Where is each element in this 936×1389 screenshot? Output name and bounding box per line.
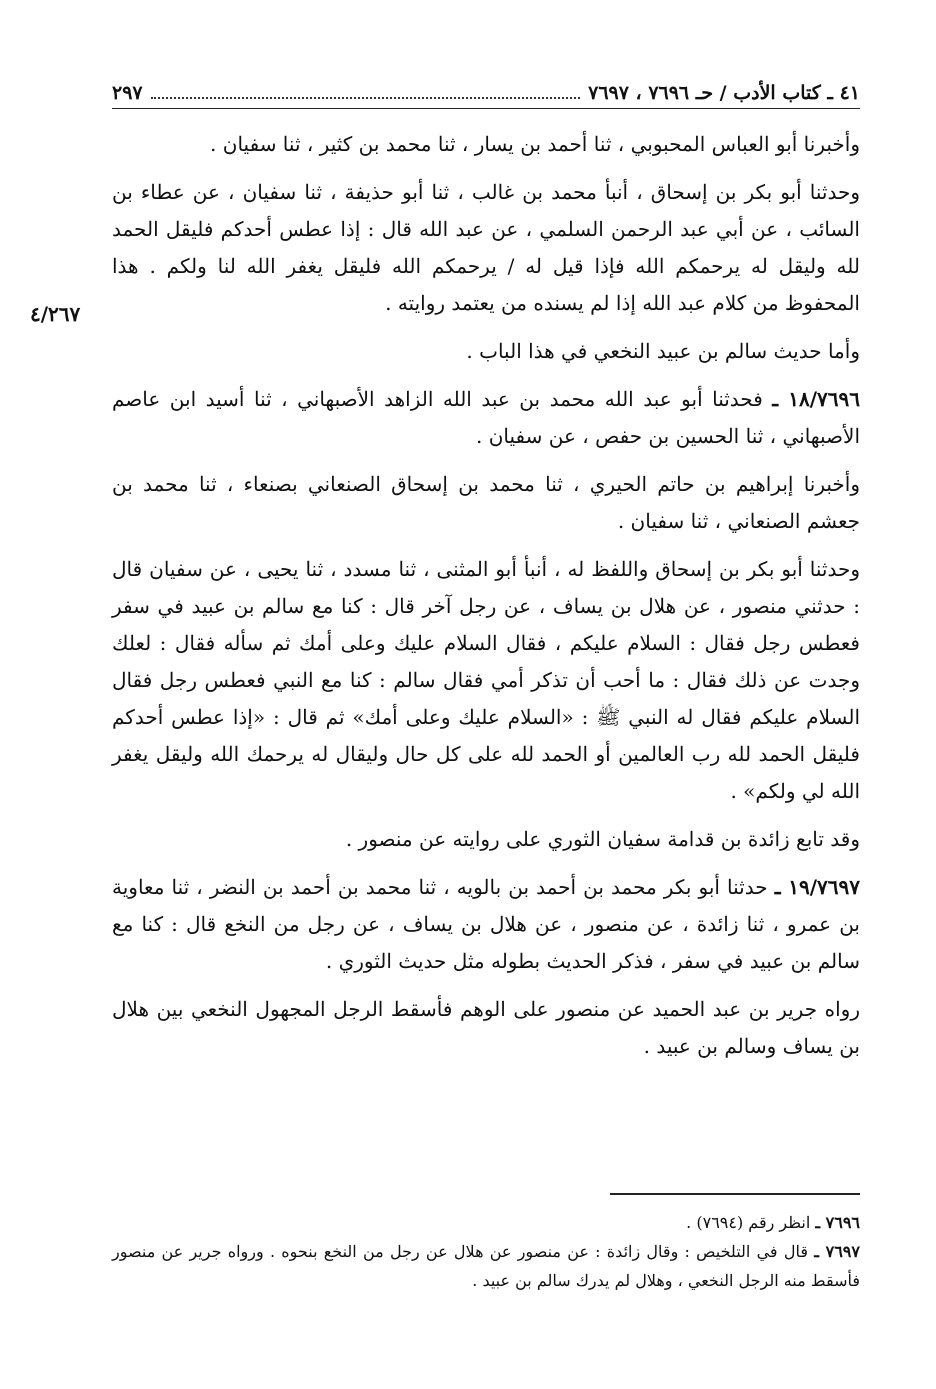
paragraph: [112, 821, 860, 858]
paragraph: [112, 174, 860, 322]
main-text: [112, 126, 860, 1076]
footnote: [112, 1237, 860, 1295]
footnotes: [112, 1208, 860, 1295]
paragraph-text: فحدثنا أبو عبد الله محمد بن عبد الله الزاهد الأصبهاني ، ثنا أسيد ابن عاصم الأصبهاني ، ثنا الحسين بن حفص ، عن سفيان .: [112, 387, 860, 448]
header-dot-leader: [151, 96, 580, 99]
paragraph-text: وأما حديث سالم بن عبيد النخعي في هذا الباب .: [466, 339, 860, 363]
footnote: [112, 1208, 860, 1237]
margin-volume-reference: ٤/٢٦٧: [30, 302, 81, 326]
paragraph: [112, 333, 860, 370]
footnote-number: ٧٦٩٦ ـ: [815, 1213, 860, 1232]
footnote-text: قال في التلخيص : وقال زائدة : عن منصور عن هلال عن رجل من النخع بنحوه . ورواه جرير عن منصور فأسقط منه الرجل النخعي ، وهلال لم يدرك سالم بن عبيد .: [112, 1242, 860, 1290]
paragraph-text: وأخبرنا إبراهيم بن حاتم الحيري ، ثنا محمد بن إسحاق الصنعاني بصنعاء ، ثنا محمد بن جعشم الصنعاني ، ثنا سفيان .: [112, 472, 860, 533]
paragraph: [112, 551, 860, 810]
paragraph-text: رواه جرير بن عبد الحميد عن منصور على الوهم فأسقط الرجل المجهول النخعي بين هلال بن يساف وسالم بن عبيد .: [112, 997, 860, 1058]
footnote-text: انظر رقم (٧٦٩٤) .: [686, 1213, 811, 1232]
paragraph-text: وحدثنا أبو بكر بن إسحاق ، أنبأ محمد بن غالب ، ثنا أبو حذيفة ، ثنا سفيان ، عن عطاء بن السائب ، عن أبي عبد الرحمن السلمي ، عن عبد الله قال : إذا عطس أحدكم فليقل الحمد لله وليقل له يرحمكم الله فإذا قيل له / يرحمكم الله فليقل يغفر الله لنا ولكم . هذا المحفوظ من كلام عبد الله إذا لم يسنده من يعتمد روايته .: [112, 180, 861, 315]
paragraph: [112, 126, 860, 163]
hadith-number: ١٩/٧٦٩٧ ـ: [774, 875, 860, 899]
footnote-number: ٧٦٩٧ ـ: [814, 1242, 860, 1261]
hadith-paragraph: [112, 381, 860, 455]
paragraph: [112, 466, 860, 540]
paragraph-text: وقد تابع زائدة بن قدامة سفيان الثوري على روايته عن منصور .: [345, 827, 860, 851]
running-header: [112, 74, 860, 109]
footnote-separator: [610, 1193, 860, 1195]
running-title: ٤١ ـ كتاب الأدب / حـ ٧٦٩٦ ، ٧٦٩٧: [588, 82, 860, 104]
page-number: ٢٩٧: [112, 82, 143, 104]
paragraph-text: وحدثنا أبو بكر بن إسحاق واللفظ له ، أنبأ أبو المثنى ، ثنا مسدد ، ثنا يحيى ، عن سفيان قال : حدثني منصور ، عن هلال بن يساف ، عن رجل آخر قال : كنا مع سالم بن عبيد في سفر فعطس رجل فقال : السلام عليكم ، فقال السلام عليك وعلى أمك ثم سأله فقال : لعلك وجدت عن ذلك فقال : ما أحب أن تذكر أمي فقال سالم : كنا مع النبي فعطس رجل فقال السلام عليكم فقال له النبي ﷺ : «السلام عليك وعلى أمك» ثم قال : «إذا عطس أحدكم فليقل الحمد لله رب العالمين أو الحمد لله على كل حال وليقال له يرحمك الله وليقل يغفر الله لي ولكم» .: [112, 557, 861, 803]
paragraph: [112, 991, 860, 1065]
paragraph-text: وأخبرنا أبو العباس المحبوبي ، ثنا أحمد بن يسار ، ثنا محمد بن كثير ، ثنا سفيان .: [210, 132, 860, 156]
paragraph-text: حدثنا أبو بكر محمد بن أحمد بن بالويه ، ثنا محمد بن أحمد بن النضر ، ثنا معاوية بن عمرو ، ثنا زائدة ، عن منصور ، عن هلال بن يساف ، عن رجل من النخع قال : كنا مع سالم بن عبيد في سفر ، فذكر الحديث بطوله مثل حديث الثوري .: [112, 875, 860, 973]
hadith-number: ١٨/٧٦٩٦ ـ: [772, 387, 860, 411]
hadith-paragraph: [112, 869, 860, 980]
